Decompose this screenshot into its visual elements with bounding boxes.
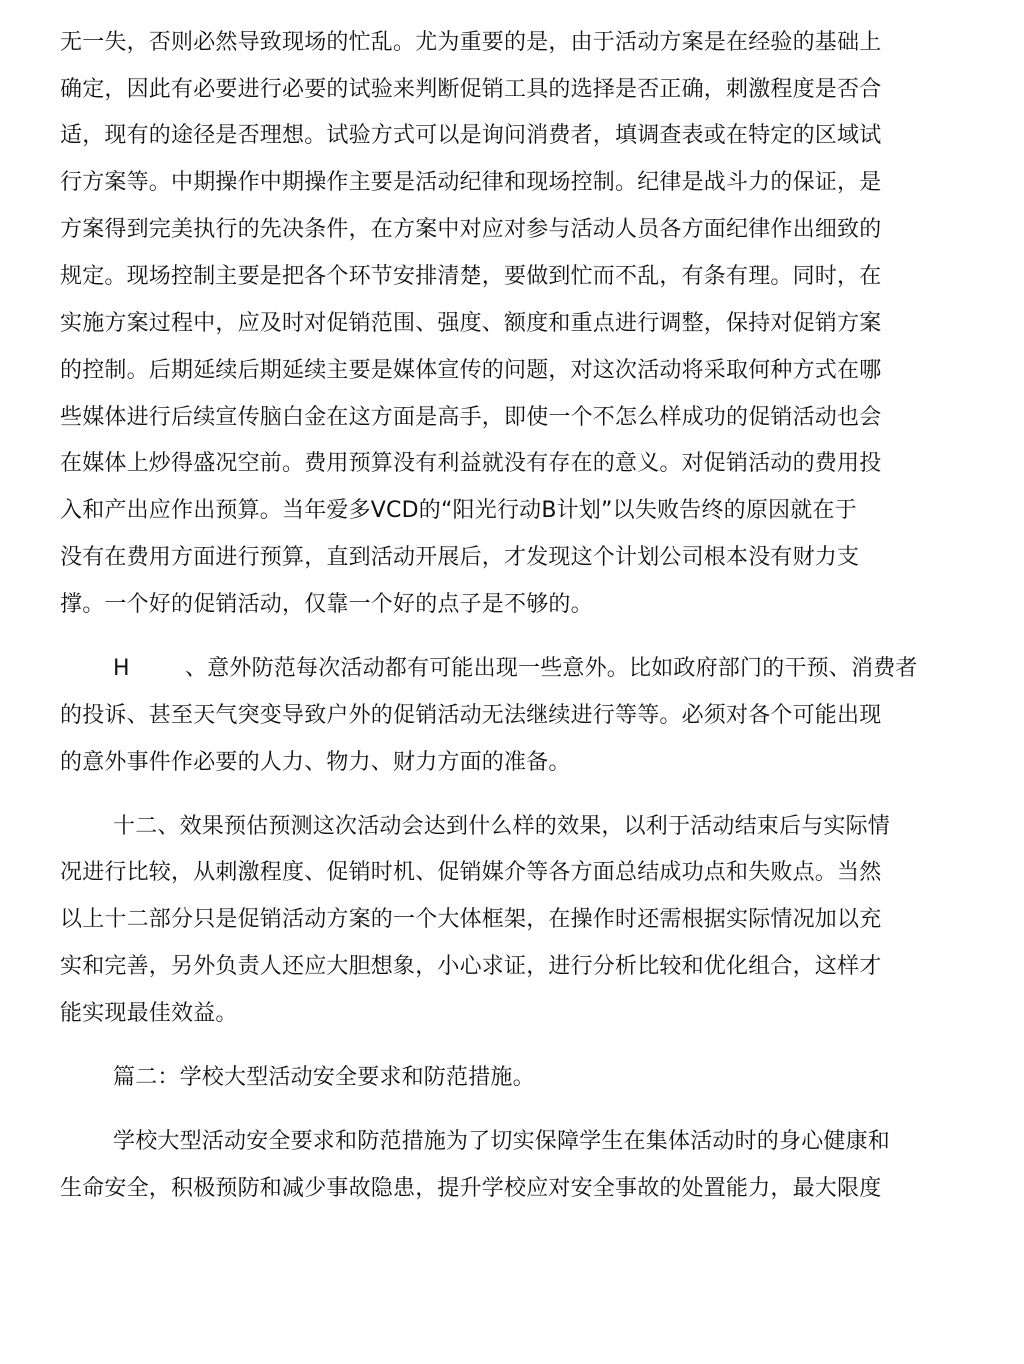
paragraph-1-line-9: 些媒体进行后续宣传脑白金在这方面是高手，即使一个不怎么样成功的促销活动也会 — [60, 405, 882, 430]
paragraph-1-line-7: 实施方案过程中，应及时对促销范围、强度、额度和重点进行调整，保持对促销方案 — [60, 311, 882, 336]
paragraph-1-line-6: 规定。现场控制主要是把各个环节安排清楚，要做到忙而不乱，有条有理。同时，在 — [60, 264, 882, 289]
paragraph-3-line-1: 十二、效果预估预测这次活动会达到什么样的效果，以利于活动结束后与实际情 — [113, 814, 891, 839]
section-heading-2: 篇二：学校大型活动安全要求和防范措施。 — [113, 1065, 535, 1090]
paragraph-1-line-12: 没有在费用方面进行预算，直到活动开展后，才发现这个计划公司根本没有财力支 — [60, 545, 860, 570]
paragraph-5-line-1: 学校大型活动安全要求和防范措施为了切实保障学生在集体活动时的身心健康和 — [113, 1129, 891, 1154]
paragraph-1-line-4: 行方案等。中期操作中期操作主要是活动纪律和现场控制。纪律是战斗力的保证，是 — [60, 170, 882, 195]
paragraph-3-line-2: 况进行比较，从刺激程度、促销时机、促销媒介等各方面总结成功点和失败点。当然 — [60, 860, 882, 885]
paragraph-1-line-5: 方案得到完美执行的先决条件，在方案中对应对参与活动人员各方面纪律作出细致的 — [60, 217, 882, 242]
paragraph-2-line-1 — [113, 654, 918, 684]
paragraph-1-line-1: 无一失，否则必然导致现场的忙乱。尤为重要的是，由于活动方案是在经验的基础上 — [60, 30, 882, 55]
paragraph-1-line-8: 的控制。后期延续后期延续主要是媒体宣传的问题，对这次活动将采取何种方式在哪 — [60, 358, 882, 383]
paragraph-3-line-3: 以上十二部分只是促销活动方案的一个大体框架，在操作时还需根据实际情况加以充 — [60, 907, 882, 932]
paragraph-1-line-2: 确定，因此有必要进行必要的试验来判断促销工具的选择是否正确，刺激程度是否合 — [60, 77, 882, 102]
paragraph-1-line-10: 在媒体上炒得盛况空前。费用预算没有利益就没有存在的意义。对促销活动的费用投 — [60, 451, 882, 476]
paragraph-2-line-1-text: 、意外防范每次活动都有可能出现一些意外。比如政府部门的干预、消费者 — [185, 656, 918, 681]
paragraph-5-line-2: 生命安全，积极预防和减少事故隐患，提升学校应对安全事故的处置能力，最大限度 — [60, 1176, 882, 1201]
section-label: H — [113, 656, 130, 681]
paragraph-1-line-11: 入和产出应作出预算。当年爱多VCD的“阳光行动B计划”以失败告终的原因就在于 — [60, 498, 857, 523]
paragraph-2-line-3: 的意外事件作必要的人力、物力、财力方面的准备。 — [60, 750, 571, 775]
paragraph-1-line-13: 撑。一个好的促销活动，仅靠一个好的点子是不够的。 — [60, 592, 593, 617]
paragraph-3-line-5: 能实现最佳效益。 — [60, 1001, 238, 1026]
paragraph-3-line-4: 实和完善，另外负责人还应大胆想象，小心求证，进行分析比较和优化组合，这样才 — [60, 954, 882, 979]
paragraph-2-line-2: 的投诉、甚至天气突变导致户外的促销活动无法继续进行等等。必须对各个可能出现 — [60, 703, 882, 728]
paragraph-1-line-3: 适，现有的途径是否理想。试验方式可以是询问消费者，填调查表或在特定的区域试 — [60, 123, 882, 148]
